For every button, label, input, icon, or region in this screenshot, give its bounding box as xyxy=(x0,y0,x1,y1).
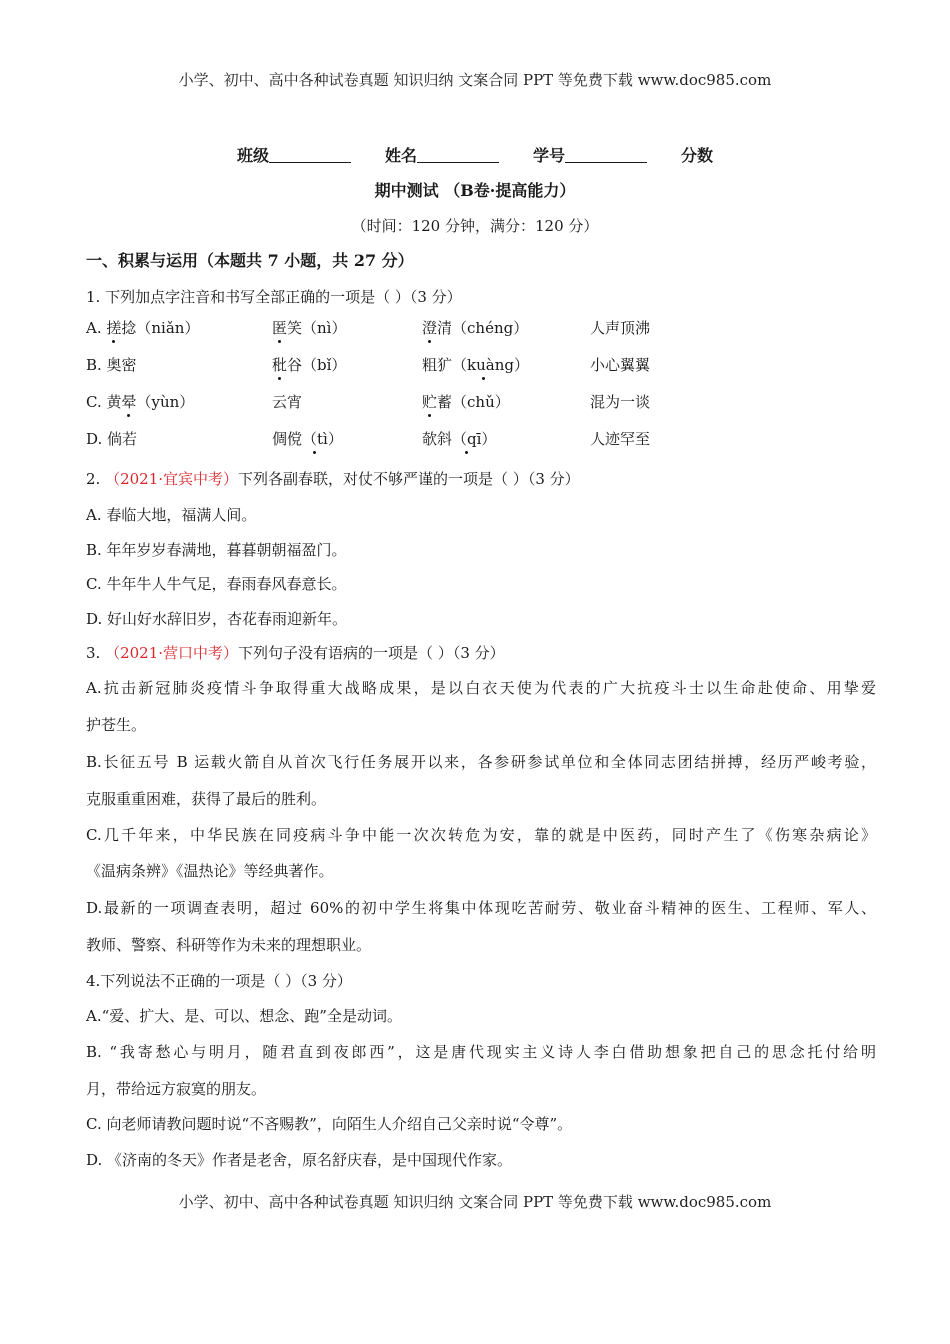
q4-option-a: A.“爱、扩大、是、可以、想念、跑”全是动词。 xyxy=(86,1007,402,1025)
q1-option-d-word4: 人迹罕至 xyxy=(590,430,651,448)
q2-option-d: D. 好山好水辞旧岁，杏花春雨迎新年。 xyxy=(86,610,348,628)
q3-option-a-line1: A.抗击新冠肺炎疫情斗争取得重大战略成果，是以白衣天使为代表的广大抗疫斗士以生命赴使命、用挚爱 xyxy=(86,679,876,697)
page-header-banner: 小学、初中、高中各种试卷真题 知识归纳 文案合同 PPT 等免费下载 www.doc985.com xyxy=(178,71,772,89)
q1-option-d-word2: 倜傥（tì） xyxy=(272,430,343,448)
q3-option-c-line1: C.几千年来，中华民族在同疫病斗争中能一次次转危为安，靠的就是中医药，同时产生了《伤寒杂病论》 xyxy=(86,826,876,844)
q2-option-c: C. 牛年牛人牛气足，春雨春风春意长。 xyxy=(86,575,347,593)
question-2-stem: 2. （2021·宜宾中考）下列各副春联，对仗不够严谨的一项是（ ）（3 分） xyxy=(86,470,580,488)
q3-option-a-line2: 护苍生。 xyxy=(86,716,147,734)
q2-option-b: B. 年年岁岁春满地，暮暮朝朝福盈门。 xyxy=(86,541,347,559)
q2-source: （2021·宜宾中考） xyxy=(105,470,239,488)
q1-option-b-word1: B. 奥密 xyxy=(86,356,137,374)
name-label: 姓名 xyxy=(384,146,417,165)
q1-option-c-word3: 贮蓄（chǔ） xyxy=(422,393,510,411)
q1-option-b-word2: 秕谷（bǐ） xyxy=(272,356,347,374)
question-3-stem: 3. （2021·营口中考）下列句子没有语病的一项是（ ）（3 分） xyxy=(86,644,505,662)
q1-option-a-word2: 匿笑（nì） xyxy=(272,319,347,337)
class-label: 班级 xyxy=(236,146,269,165)
q4-option-d: D. 《济南的冬天》作者是老舍，原名舒庆春，是中国现代作家。 xyxy=(86,1151,513,1169)
q3-source: （2021·营口中考） xyxy=(105,644,239,662)
q1-option-a-word4: 人声顶沸 xyxy=(590,319,651,337)
page-footer-banner: 小学、初中、高中各种试卷真题 知识归纳 文案合同 PPT 等免费下载 www.doc985.com xyxy=(178,1193,772,1211)
section-heading: 一、积累与运用（本题共 7 小题，共 27 分） xyxy=(86,251,414,270)
page-title: 期中测试 （B卷·提高能力） xyxy=(374,181,576,200)
q1-option-a-word1: A. 搓捻（niǎn） xyxy=(86,319,200,337)
question-1-stem: 1. 下列加点字注音和书写全部正确的一项是（ ）（3 分） xyxy=(86,288,462,306)
q3-option-d-line2: 教师、警察、科研等作为未来的理想职业。 xyxy=(86,936,372,954)
q1-option-b-word4: 小心翼翼 xyxy=(590,356,651,374)
q1-option-d-word1: D. 倘若 xyxy=(86,430,138,448)
q1-option-c-word1: C. 黄晕（yùn） xyxy=(86,393,195,411)
name-blank[interactable] xyxy=(417,146,499,163)
exam-time-note: （时间：120 分钟，满分：120 分） xyxy=(351,217,599,235)
q1-option-d-word3: 欹斜（qī） xyxy=(422,430,497,448)
number-label: 学号 xyxy=(533,146,566,165)
q3-option-b-line2: 克服重重困难，获得了最后的胜利。 xyxy=(86,790,327,808)
q4-option-b-line2: 月，带给远方寂寞的朋友。 xyxy=(86,1080,267,1098)
q1-option-a-word3: 澄清（chéng） xyxy=(422,319,529,337)
q1-option-c-word4: 混为一谈 xyxy=(590,393,651,411)
class-blank[interactable] xyxy=(269,146,351,163)
question-4-stem: 4.下列说法不正确的一项是（ ）（3 分） xyxy=(86,972,352,990)
number-blank[interactable] xyxy=(565,146,647,163)
q1-option-b-word3: 粗犷（kuàng） xyxy=(422,356,529,374)
score-label: 分数 xyxy=(681,146,714,165)
q2-option-a: A. 春临大地，福满人间。 xyxy=(86,506,257,524)
q4-option-b-line1: B. “我寄愁心与明月，随君直到夜郎西”，这是唐代现实主义诗人李白借助想象把自己的思念托付给明 xyxy=(86,1043,876,1061)
q4-option-c: C. 向老师请教问题时说“不吝赐教”，向陌生人介绍自己父亲时说“令尊”。 xyxy=(86,1115,573,1133)
q3-option-d-line1: D.最新的一项调查表明，超过 60%的初中学生将集中体现吃苦耐劳、敬业奋斗精神的医生、工程师、军人、 xyxy=(86,899,876,917)
q1-option-c-word2: 云宵 xyxy=(272,393,303,411)
q3-option-c-line2: 《温病条辨》《温热论》等经典著作。 xyxy=(86,862,334,880)
student-info-row xyxy=(0,146,950,166)
q3-option-b-line1: B.长征五号 B 运载火箭自从首次飞行任务展开以来，各参研参试单位和全体同志团结拼搏，经历严峻考验， xyxy=(86,753,876,771)
